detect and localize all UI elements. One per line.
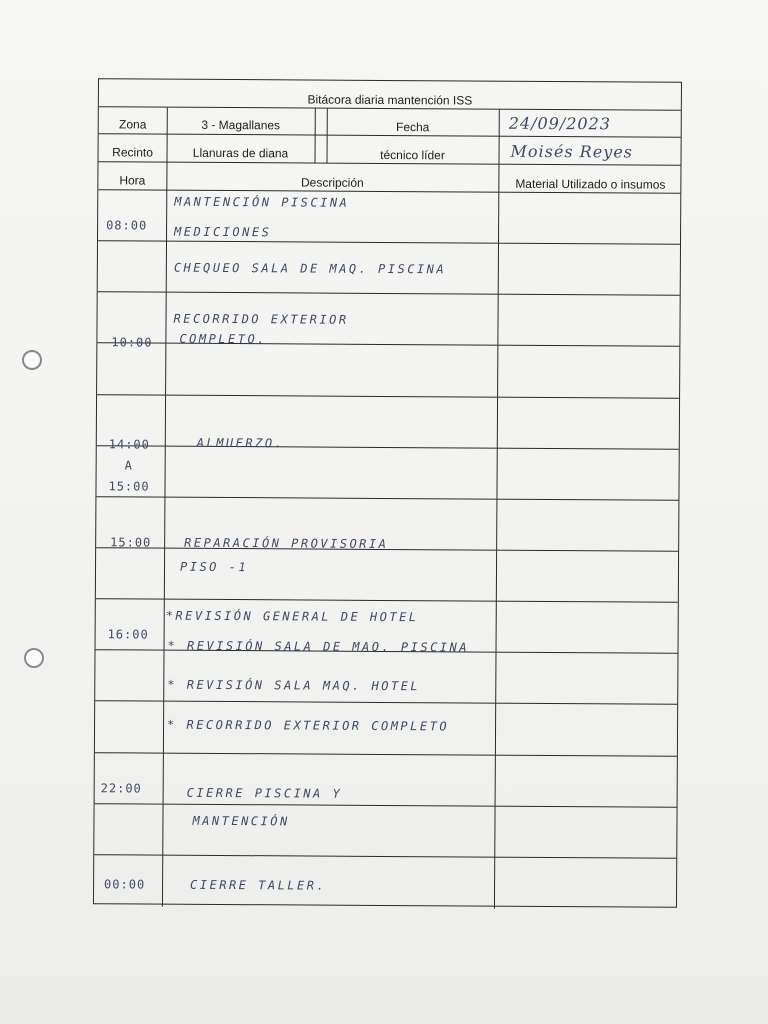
form-title: Bitácora diaria mantención ISS [307, 92, 473, 108]
binder-hole-upper [22, 350, 42, 370]
recinto-label: Recinto [112, 145, 153, 160]
material-column-divider [496, 551, 497, 602]
material-header: Material Utilizado o insumos [515, 176, 666, 192]
entry-time: 15:00 [108, 479, 150, 494]
log-row [96, 547, 678, 603]
time-column-divider [166, 191, 167, 242]
fecha-value: 24/09/2023 [508, 113, 612, 134]
entry-line: CIERRE TALLER. [190, 877, 327, 893]
time-column-divider [165, 395, 166, 446]
entry-line: CHEQUEO SALA DE MAQ. PISCINA [173, 260, 447, 277]
entry-time: 00:00 [104, 877, 146, 892]
material-column-divider [498, 193, 499, 244]
hora-header: Hora [119, 173, 146, 188]
material-column-divider [494, 806, 495, 857]
log-form [93, 78, 682, 908]
tecnico-label: técnico líder [380, 147, 445, 163]
fecha-label: Fecha [395, 120, 430, 135]
material-column-divider [494, 857, 495, 908]
entry-time: 10:00 [111, 335, 153, 350]
log-row [94, 854, 676, 910]
entry-time: 16:00 [107, 627, 149, 642]
zona-label: Zona [118, 117, 147, 132]
log-row [97, 343, 679, 399]
entry-line: MEDICIONES [174, 224, 272, 240]
log-row [94, 803, 676, 859]
material-column-divider [496, 500, 497, 551]
material-column-divider [495, 755, 496, 806]
time-column-divider [164, 549, 165, 600]
binder-hole-lower [24, 648, 44, 668]
material-column-divider [497, 397, 498, 448]
material-column-divider [495, 653, 496, 704]
entry-time: 08:00 [106, 218, 148, 233]
entry-line: PISO -1 [179, 559, 249, 575]
log-row [96, 445, 678, 501]
time-column-divider [166, 242, 167, 293]
time-column-divider [164, 497, 165, 548]
entry-line: MANTENCIÓN [192, 813, 290, 829]
time-column-divider [162, 804, 163, 855]
entry-line: * RECORRIDO EXTERIOR COMPLETO [167, 717, 450, 734]
material-column-divider [498, 244, 499, 295]
time-column-divider [165, 293, 166, 344]
log-row [97, 394, 679, 450]
time-column-divider [163, 702, 164, 753]
recinto-value: Llanuras de diana [192, 145, 289, 161]
entry-line: REPARACIÓN PROVISORIA [184, 535, 389, 551]
entry-line: CIERRE PISCINA Y [186, 785, 343, 801]
tecnico-value: Moisés Reyes [510, 141, 633, 162]
material-column-divider [497, 295, 498, 346]
time-column-divider [163, 753, 164, 804]
material-column-divider [496, 602, 497, 653]
entry-time: A [124, 458, 133, 473]
time-column-divider [163, 651, 164, 702]
entry-line: * REVISIÓN SALA MAQ. HOTEL [167, 677, 421, 694]
material-column-divider [495, 704, 496, 755]
entry-line: COMPLETO. [179, 331, 267, 347]
zona-value: 3 - Magallanes [201, 117, 281, 133]
material-column-divider [497, 346, 498, 397]
entry-line: ALMUERZO. [196, 435, 285, 451]
entry-line: MANTENCIÓN PISCINA [174, 194, 350, 210]
entry-line: RECORRIDO EXTERIOR [173, 311, 349, 327]
entry-time: 22:00 [100, 781, 142, 796]
descripcion-header: Descripción [300, 175, 364, 190]
entry-time: 15:00 [110, 535, 152, 550]
time-column-divider [164, 600, 165, 651]
time-column-divider [164, 446, 165, 497]
time-column-divider [162, 855, 163, 906]
entry-time: 14:00 [108, 437, 150, 452]
log-row [95, 752, 677, 808]
entry-line: * REVISIÓN SALA DE MAQ. PISCINA [167, 638, 470, 655]
time-column-divider [165, 344, 166, 395]
entry-line: *REVISIÓN GENERAL DE HOTEL [165, 608, 419, 625]
material-column-divider [496, 448, 497, 499]
